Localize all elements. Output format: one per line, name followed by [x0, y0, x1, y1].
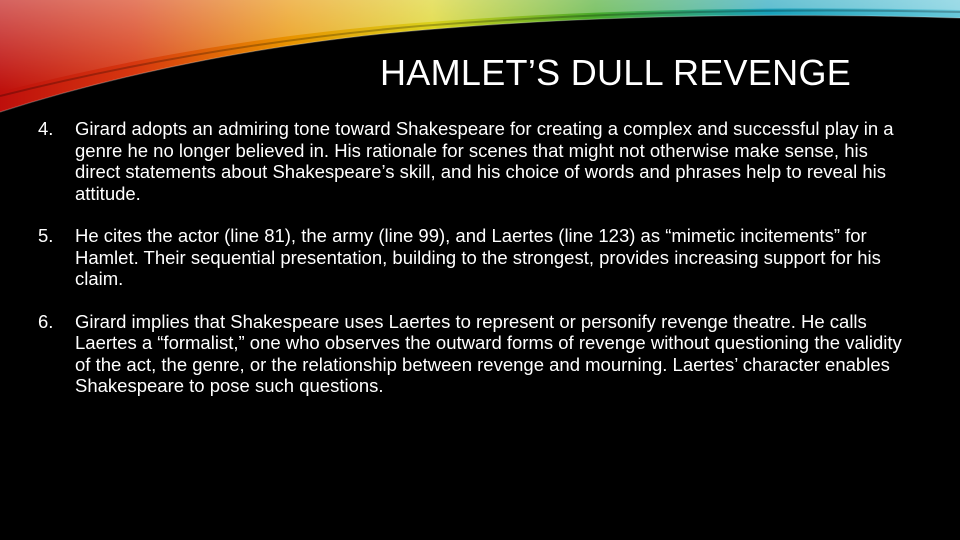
item-number: 5. [38, 225, 54, 246]
list-item-5 [38, 225, 918, 290]
slide-title: HAMLET’S DULL REVENGE [380, 52, 852, 93]
item-number: 4. [38, 118, 54, 139]
item-number: 6. [38, 310, 54, 332]
list-item-6 [38, 311, 918, 397]
points-list [38, 118, 918, 397]
item-text: Girard implies that Shakespeare uses Laertes to represent or personify revenge theatre. He calls Laertes a “formalist,” one who observes the outward forms of revenge without questioning the validity of the act, the genre, or the relationship between revenge and mourning. Laertes’ character enables Shakespeare to pose such questions. [75, 310, 902, 396]
item-text: He cites the actor (line 81), the army (line 99), and Laertes (line 123) as “mimetic incitements” for Hamlet. Their sequential presentation, building to the strongest, provides increasing support for his claim. [75, 225, 881, 289]
item-text: Girard adopts an admiring tone toward Shakespeare for creating a complex and successful play in a genre he no longer believed in. His rationale for scenes that might not otherwise make sense, his direct statements about Shakespeare’s skill, and his choice of words and phrases help to reveal his attitude. [75, 118, 894, 204]
list-item-4 [38, 118, 918, 204]
